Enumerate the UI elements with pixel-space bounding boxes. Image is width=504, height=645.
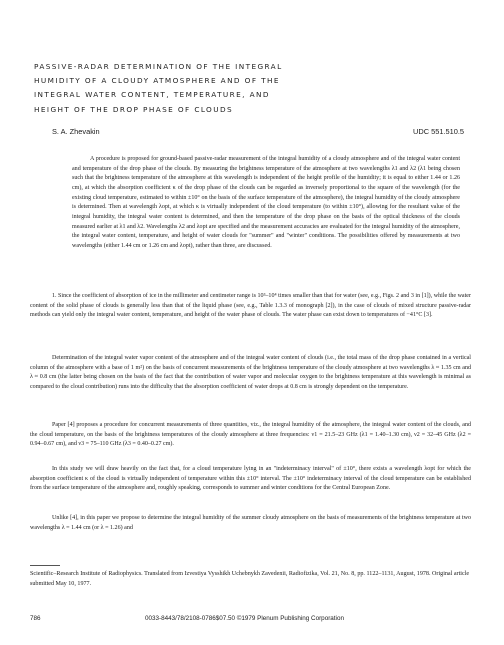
author-line — [52, 127, 464, 136]
body-paragraph-4 — [30, 465, 471, 494]
title-line: INTEGRAL WATER CONTENT, TEMPERATURE, AND — [34, 90, 270, 100]
copyright-line: 0033-8443/78/2108-0786$07.50 ©1979 Plenum Publishing Corporation — [145, 615, 344, 622]
page-number: 786 — [30, 615, 41, 622]
abstract-text: A procedure is proposed for ground-based passive-radar measurement of the integral humidity of a cloudy atmosphere and of the integral water content and temperature of the drop phase of the clouds. By measuring the brightness temperature of the atmosphere at two wavelengths λ1 and λ2 (λ1 being chosen such that the brightness temperature of the atmosphere at this wavelength is independent of the height profile of the humidity; it is equal to either 1.44 or 1.26 cm), at which the absorption coefficient κ of the drop phase of the clouds can be regarded as inversely proportional to the square of the wavelength (for the existing cloud temperature, estimated to within ±10° on the basis of the surface temperature of the atmosphere), the integral humidity of the cloudy atmosphere is determined. Then at wavelength λopt, at which κ is virtually independent of the cloud temperature (to within ±10°), allowing for the resultant value of the integral humidity, the integral water content is determined, and then the temperature of the drop phase on the basis of the optical thickness of the clouds measured earlier at λ1 and λ2. Wavelengths λ2 and λopt are specified and the measurement accuracies are evaluated for the integral humidity of the atmosphere, the integral water content, temperature, and height of water clouds for "summer" and "winter" conditions. The possibilities offered by measurements at two wavelengths (either 1.44 cm or 1.26 cm and λopt), rather than three, are discussed. — [72, 156, 460, 249]
title-line: PASSIVE-RADAR DETERMINATION OF THE INTEGRAL — [34, 62, 283, 71]
body-paragraph-1 — [30, 292, 471, 321]
title-line: HUMIDITY OF A CLOUDY ATMOSPHERE AND OF THE — [34, 76, 280, 86]
article-title — [34, 60, 474, 117]
footnote-divider — [30, 565, 60, 566]
body-paragraph-3 — [30, 421, 471, 450]
footnote: Scientific–Research Institute of Radiophysics. Translated from Izvestiya Vysshikh Uchebnykh Zavedenii, Radiofizika, Vol. 21, No. 8, pp. 1122–1131, August, 1978. Original article submitted May 10, 1977. — [30, 571, 470, 587]
abstract — [72, 155, 460, 252]
body-paragraph-2 — [30, 354, 471, 393]
title-line: HEIGHT OF THE DROP PHASE OF CLOUDS — [34, 104, 233, 114]
paragraph-text: In this study we will draw heavily on the fact that, for a cloud temperature lying in an "indeterminacy interval" of ±10°, there exists a wavelength λopt for which the absorption coefficient κ of the cloud is virtually independent of temperature within this ±10° interval. The ±10° indeterminacy interval of the cloud temperature can be established from the surface temperature of the atmosphere and, roughly speaking, corresponds to summer and winter conditions for the Central European Zone. — [30, 466, 471, 492]
paragraph-text: 1. Since the coefficient of absorption of ice in the millimeter and centimeter range is 10³–10⁴ times smaller than that for water (see, e.g., Figs. 2 and 3 in [1]), while the water content of the solid phase of clouds is generally less than that of the liquid phase (see, e.g., Table 1.3.3 of monograph [2]), in the case of clouds of mixed structure passive-radar methods can yield only the integral water content, temperature, and height of the water phase of clouds. The water phase can exist down to temperatures of −41°C [3]. — [30, 293, 471, 319]
paragraph-text: Paper [4] proposes a procedure for concurrent measurements of three quantities, viz., the integral humidity of the atmosphere, the integral water content of the clouds, and the cloud temperature, on the basis of the brightness temperatures of the cloudy atmosphere at three frequencies: ν1 = 21.5–23 GHz (λ1 = 1.40–1.30 cm), ν2 = 32–45 GHz (λ2 = 0.94–0.67 cm), and ν3 = 75–110 GHz (λ3 = 0.40–0.27 cm). — [30, 422, 471, 448]
udc-code: UDC 551.510.5 — [413, 127, 464, 136]
author-name: S. A. Zhevakin — [52, 127, 100, 136]
paragraph-text: Unlike [4], in this paper we propose to determine the integral humidity of the summer cloudy atmosphere on the basis of measurements of the brightness temperature at two wavelengths λ = 1.44 cm (or λ = 1.26) and — [30, 515, 471, 531]
paragraph-text: Determination of the integral water vapor content of the atmosphere and of the integral water content of clouds (i.e., the total mass of the drop phase contained in a vertical column of the atmosphere with a base of 1 m²) on the basis of concurrent measurements of the brightness temperature of the cloudy atmosphere at two wavelengths λ ≈ 1.35 cm and λ ≈ 0.8 cm (the latter being chosen on the basis of the fact that the contribution of water vapor and molecular oxygen to the brightness temperature at this wavelength is minimal as compared to the cloud contribution) runs into the difficulty that the absorption coefficient of water drops at 0.8 cm is strongly dependent on the temperature. — [30, 355, 471, 390]
body-paragraph-5 — [30, 514, 471, 533]
